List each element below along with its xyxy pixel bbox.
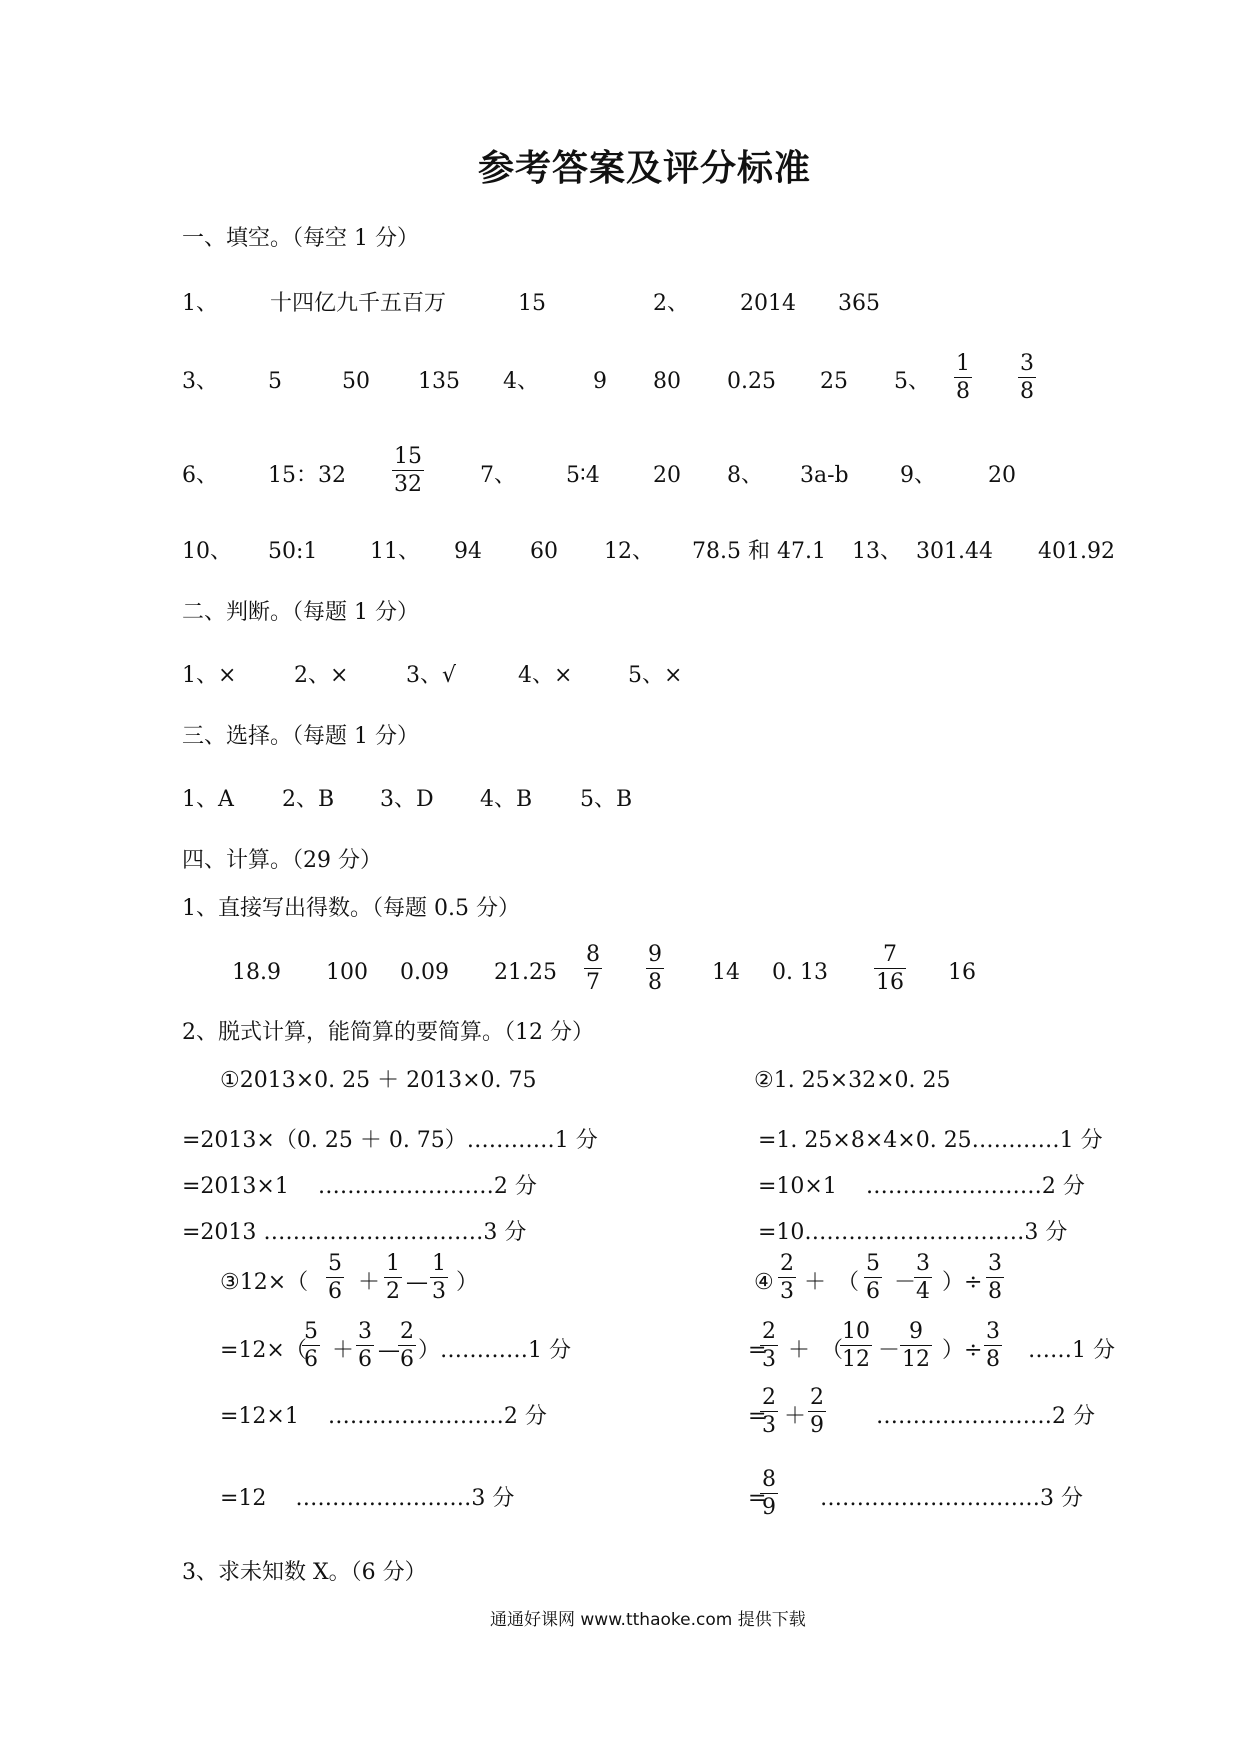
- q6-number: 6、: [182, 463, 218, 488]
- direct-answer-1: 18.9: [232, 960, 281, 985]
- calc-q4-operator-1: ＋ （: [804, 1270, 860, 1295]
- q3-answer-c: 135: [418, 369, 460, 394]
- judgment-answer-2: 2、×: [294, 663, 349, 688]
- fraction-numerator: 8: [586, 942, 600, 967]
- q3-answer-b: 50: [342, 369, 370, 394]
- calc-q3-fraction-3: [430, 1252, 448, 1303]
- calc-q3-step-1-operator-1: ＋: [332, 1338, 355, 1363]
- sub-1-header: 1、直接写出得数。（每题 0.5 分）: [182, 896, 520, 921]
- q4-answer-b: 80: [653, 369, 681, 394]
- calc-q4-step-2-prefix: =: [748, 1404, 767, 1429]
- fraction-denominator: 6: [304, 1347, 318, 1373]
- q12-answer: 78.5 和 47.1: [692, 539, 826, 564]
- section-1-header: 一、填空。（每空 1 分）: [182, 226, 419, 251]
- q8-number: 8、: [727, 463, 763, 488]
- q9-number: 9、: [900, 463, 936, 488]
- fraction-numerator: 1: [956, 351, 970, 376]
- fraction-denominator: 3: [780, 1279, 794, 1305]
- fraction-numerator: 9: [909, 1319, 923, 1344]
- page-title: 参考答案及评分标准: [478, 147, 812, 189]
- calc-q3-operator-2: —: [406, 1270, 428, 1295]
- q12-number: 12、: [604, 539, 654, 564]
- calc-q3-prefix: ③12×（: [220, 1270, 309, 1295]
- fraction-denominator: 9: [810, 1413, 824, 1439]
- q5-number: 5、: [894, 369, 930, 394]
- fraction-numerator: 2: [762, 1385, 776, 1410]
- q9-answer: 20: [988, 463, 1016, 488]
- fraction-denominator: 16: [876, 970, 904, 996]
- fraction-denominator: 8: [956, 379, 970, 405]
- section-3-header: 三、选择。（每题 1 分）: [182, 724, 419, 749]
- calc-q2-step-3: =10…………………………3 分: [758, 1220, 1068, 1245]
- q11-answer-a: 94: [454, 539, 482, 564]
- direct-answer-10: 16: [948, 960, 976, 985]
- calc-q1-expression: ①2013×0. 25 ＋ 2013×0. 75: [220, 1068, 537, 1093]
- fraction-denominator: 9: [762, 1495, 776, 1521]
- direct-answer-7: 14: [712, 960, 740, 985]
- fraction-denominator: 12: [842, 1347, 870, 1373]
- calc-q3-step-1-operator-2: —: [378, 1338, 400, 1363]
- q3-number: 3、: [182, 369, 218, 394]
- calc-q3-step-1-fraction-1: [302, 1320, 320, 1371]
- q7-number: 7、: [480, 463, 516, 488]
- q4-answer-d: 25: [820, 369, 848, 394]
- fraction-numerator: 2: [400, 1319, 414, 1344]
- q13-number: 13、: [852, 539, 902, 564]
- fraction-numerator: 3: [988, 1251, 1002, 1276]
- calc-q4-step-2-operator: ＋: [784, 1404, 807, 1429]
- calc-q4-step-1-fraction-4: [984, 1320, 1002, 1371]
- q7-answer-a: 5∶4: [566, 463, 600, 488]
- page-footer: 通通好课网 www.tthaoke.com 提供下载: [490, 1610, 806, 1630]
- direct-answer-9-fraction: [874, 943, 906, 994]
- sub-3-header: 3、求未知数 X。（6 分）: [182, 1560, 427, 1585]
- judgment-answer-4: 4、×: [518, 663, 573, 688]
- fraction-numerator: 3: [358, 1319, 372, 1344]
- calc-q4-operator-2: －: [894, 1270, 917, 1295]
- fraction-numerator: 2: [762, 1319, 776, 1344]
- fraction-denominator: 3: [762, 1347, 776, 1373]
- calc-q3-operator-1: ＋: [358, 1270, 381, 1295]
- q10-number: 10、: [182, 539, 232, 564]
- choice-answer-1: 1、A: [182, 787, 234, 812]
- calc-q1-step-3: =2013 …………………………3 分: [182, 1220, 527, 1245]
- calc-q3-fraction-1: [326, 1252, 344, 1303]
- calc-q1-step-2: =2013×1 ……………………2 分: [182, 1174, 537, 1199]
- judgment-answer-3: 3、√: [406, 663, 457, 688]
- calc-q4-step-3-fraction: [760, 1468, 778, 1519]
- q1-answer-a: 十四亿九千五百万: [270, 291, 447, 316]
- calc-q3-step-2: =12×1 ……………………2 分: [220, 1404, 547, 1429]
- q6-answer-b-fraction: [392, 445, 424, 496]
- calc-q4-fraction-1: [778, 1252, 796, 1303]
- choice-answer-5: 5、B: [580, 787, 633, 812]
- q13-answer-a: 301.44: [916, 539, 993, 564]
- direct-answer-8: 0. 13: [772, 960, 828, 985]
- fraction-denominator: 7: [586, 970, 600, 996]
- fraction-numerator: 2: [810, 1385, 824, 1410]
- choice-answer-2: 2、B: [282, 787, 335, 812]
- calc-q4-fraction-4: [986, 1252, 1004, 1303]
- fraction-denominator: 4: [916, 1279, 930, 1305]
- q7-answer-b: 20: [653, 463, 681, 488]
- fraction-denominator: 32: [394, 472, 422, 498]
- calc-q4-step-1-tail: ……1 分: [1028, 1338, 1115, 1363]
- fraction-denominator: 8: [988, 1279, 1002, 1305]
- judgment-answer-1: 1、×: [182, 663, 237, 688]
- calc-q4-fraction-2: [864, 1252, 882, 1303]
- fraction-numerator: 15: [394, 444, 422, 469]
- choice-answer-4: 4、B: [480, 787, 533, 812]
- calc-q4-step-2-fraction-2: [808, 1386, 826, 1437]
- calc-q4-step-1-fraction-2: [840, 1320, 872, 1371]
- q5-answer-b-fraction: [1018, 352, 1036, 403]
- calc-q3-fraction-2: [384, 1252, 402, 1303]
- q11-number: 11、: [370, 539, 420, 564]
- fraction-numerator: 1: [386, 1251, 400, 1276]
- fraction-denominator: 6: [328, 1279, 342, 1305]
- calc-q4-step-2-tail: ……………………2 分: [876, 1404, 1095, 1429]
- fraction-denominator: 3: [762, 1413, 776, 1439]
- fraction-numerator: 5: [304, 1319, 318, 1344]
- fraction-numerator: 3: [916, 1251, 930, 1276]
- calc-q4-step-1-operator-2: －: [878, 1338, 901, 1363]
- q4-answer-a: 9: [593, 369, 607, 394]
- fraction-denominator: 3: [432, 1279, 446, 1305]
- calc-q3-step-1-fraction-3: [398, 1320, 416, 1371]
- sub-2-header: 2、脱式计算，能简算的要简算。（12 分）: [182, 1020, 594, 1045]
- choice-answer-3: 3、D: [380, 787, 434, 812]
- calc-q4-step-3-tail: …………………………3 分: [820, 1486, 1083, 1511]
- calc-q4-step-3-prefix: =: [748, 1486, 767, 1511]
- q2-number: 2、: [653, 291, 689, 316]
- calc-q3-step-1-fraction-2: [356, 1320, 374, 1371]
- calc-q4-step-1-prefix: =: [748, 1338, 767, 1363]
- fraction-denominator: 6: [400, 1347, 414, 1373]
- calc-q4-step-2-fraction-1: [760, 1386, 778, 1437]
- fraction-denominator: 12: [902, 1347, 930, 1373]
- fraction-denominator: 8: [986, 1347, 1000, 1373]
- q13-answer-b: 401.92: [1038, 539, 1115, 564]
- calc-q3-step-3: =12 ……………………3 分: [220, 1486, 515, 1511]
- q6-answer-a: 15：32: [268, 463, 346, 488]
- calc-q4-step-1-operator-3: ）÷: [942, 1338, 983, 1363]
- calc-q3-step-1-prefix: =12×（: [220, 1338, 307, 1363]
- fraction-numerator: 8: [762, 1467, 776, 1492]
- section-4-header: 四、计算。（29 分）: [182, 848, 382, 873]
- calc-q4-step-1-operator-1: ＋ （: [788, 1338, 844, 1363]
- calc-q2-step-2: =10×1 ……………………2 分: [758, 1174, 1085, 1199]
- fraction-numerator: 7: [883, 942, 897, 967]
- q3-answer-a: 5: [268, 369, 282, 394]
- calc-q3-step-1-tail: ）…………1 分: [418, 1338, 571, 1363]
- section-2-header: 二、判断。（每题 1 分）: [182, 600, 419, 625]
- calc-q4-prefix: ④: [754, 1270, 774, 1295]
- calc-q4-operator-3: ）÷: [942, 1270, 983, 1295]
- calc-q3-operator-3: ）: [456, 1270, 479, 1295]
- q5-answer-a-fraction: [954, 352, 972, 403]
- calc-q1-step-1: =2013×（0. 25 ＋ 0. 75）…………1 分: [182, 1128, 598, 1153]
- q4-answer-c: 0.25: [727, 369, 776, 394]
- fraction-denominator: 6: [358, 1347, 372, 1373]
- fraction-denominator: 8: [1020, 379, 1034, 405]
- direct-answer-6-fraction: [646, 943, 664, 994]
- fraction-denominator: 2: [386, 1279, 400, 1305]
- calc-q2-step-1: =1. 25×8×4×0. 25…………1 分: [758, 1128, 1103, 1153]
- q1-number: 1、: [182, 291, 218, 316]
- calc-q4-step-1-fraction-1: [760, 1320, 778, 1371]
- fraction-denominator: 8: [648, 970, 662, 996]
- fraction-numerator: 2: [780, 1251, 794, 1276]
- q1-answer-b: 15: [518, 291, 546, 316]
- fraction-numerator: 10: [842, 1319, 870, 1344]
- fraction-numerator: 9: [648, 942, 662, 967]
- q8-answer: 3a-b: [800, 463, 849, 488]
- q2-answer-b: 365: [838, 291, 880, 316]
- fraction-denominator: 6: [866, 1279, 880, 1305]
- fraction-numerator: 1: [432, 1251, 446, 1276]
- calc-q2-expression: ②1. 25×32×0. 25: [754, 1068, 951, 1093]
- fraction-numerator: 5: [328, 1251, 342, 1276]
- fraction-numerator: 3: [1020, 351, 1034, 376]
- q11-answer-b: 60: [530, 539, 558, 564]
- fraction-numerator: 3: [986, 1319, 1000, 1344]
- direct-answer-2: 100: [326, 960, 368, 985]
- calc-q4-fraction-3: [914, 1252, 932, 1303]
- q2-answer-a: 2014: [740, 291, 796, 316]
- q4-number: 4、: [503, 369, 539, 394]
- judgment-answer-5: 5、×: [628, 663, 683, 688]
- direct-answer-5-fraction: [584, 943, 602, 994]
- calc-q4-step-1-fraction-3: [900, 1320, 932, 1371]
- q10-answer: 50:1: [268, 539, 318, 564]
- direct-answer-4: 21.25: [494, 960, 557, 985]
- direct-answer-3: 0.09: [400, 960, 449, 985]
- fraction-numerator: 5: [866, 1251, 880, 1276]
